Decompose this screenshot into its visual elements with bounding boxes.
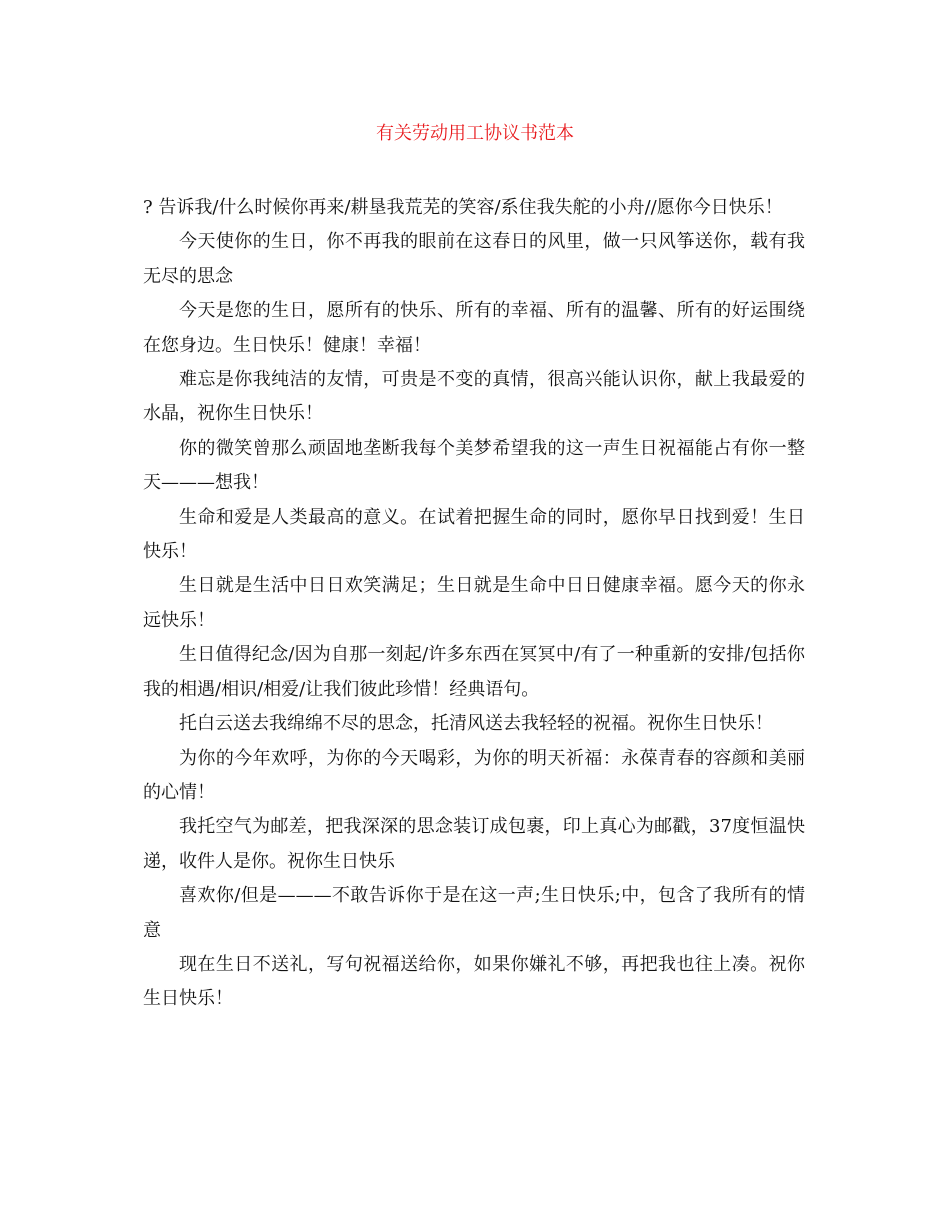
- paragraph: 你的微笑曾那么顽固地垄断我每个美梦希望我的这一声生日祝福能占有你一整天———想我！: [143, 437, 805, 494]
- paragraph: 托白云送去我绵绵不尽的思念，托清风送去我轻轻的祝福。祝你生日快乐！: [179, 713, 773, 735]
- paragraph: 今天是您的生日，愿所有的快乐、所有的幸福、所有的温馨、所有的好运围绕在您身边。生日快乐！健康！幸福！: [143, 300, 805, 356]
- document-title: 有关劳动用工协议书范本: [376, 123, 574, 144]
- paragraph: 为你的今年欢呼，为你的今天喝彩，为你的明天祈福：永葆青春的容颜和美丽的心情！: [143, 747, 805, 803]
- paragraph: 喜欢你/但是———不敢告诉你于是在这一声;生日快乐;中，包含了我所有的情意: [143, 885, 805, 941]
- paragraph: 今天使你的生日，你不再我的眼前在这春日的风里，做一只风筝送你，载有我无尽的思念: [143, 231, 805, 287]
- paragraph: 生日就是生活中日日欢笑满足；生日就是生命中日日健康幸福。愿今天的你永远快乐！: [143, 575, 805, 631]
- document-body: [143, 191, 805, 1017]
- paragraph: 生命和爱是人类最高的意义。在试着把握生命的同时，愿你早日找到爱！生日快乐！: [143, 506, 805, 563]
- paragraph: 现在生日不送礼，写句祝福送给你，如果你嫌礼不够，再把我也往上凑。祝你生日快乐！: [143, 953, 805, 1010]
- paragraph: 我托空气为邮差，把我深深的思念装订成包裹，印上真心为邮戳，37度恒温快递，收件人是你。祝你生日快乐: [143, 816, 805, 872]
- paragraph: 生日值得纪念/因为自那一刻起/许多东西在冥冥中/有了一种重新的安排/包括你我的相遇/相识/相爱/让我们彼此珍惜！经典语句。: [143, 644, 805, 700]
- paragraph: ? 告诉我/什么时候你再来/耕垦我荒芜的笑容/系住我失舵的小舟//愿你今日快乐！: [143, 197, 783, 218]
- paragraph: 难忘是你我纯洁的友情，可贵是不变的真情，很高兴能认识你，献上我最爱的水晶，祝你生日快乐！: [143, 369, 805, 425]
